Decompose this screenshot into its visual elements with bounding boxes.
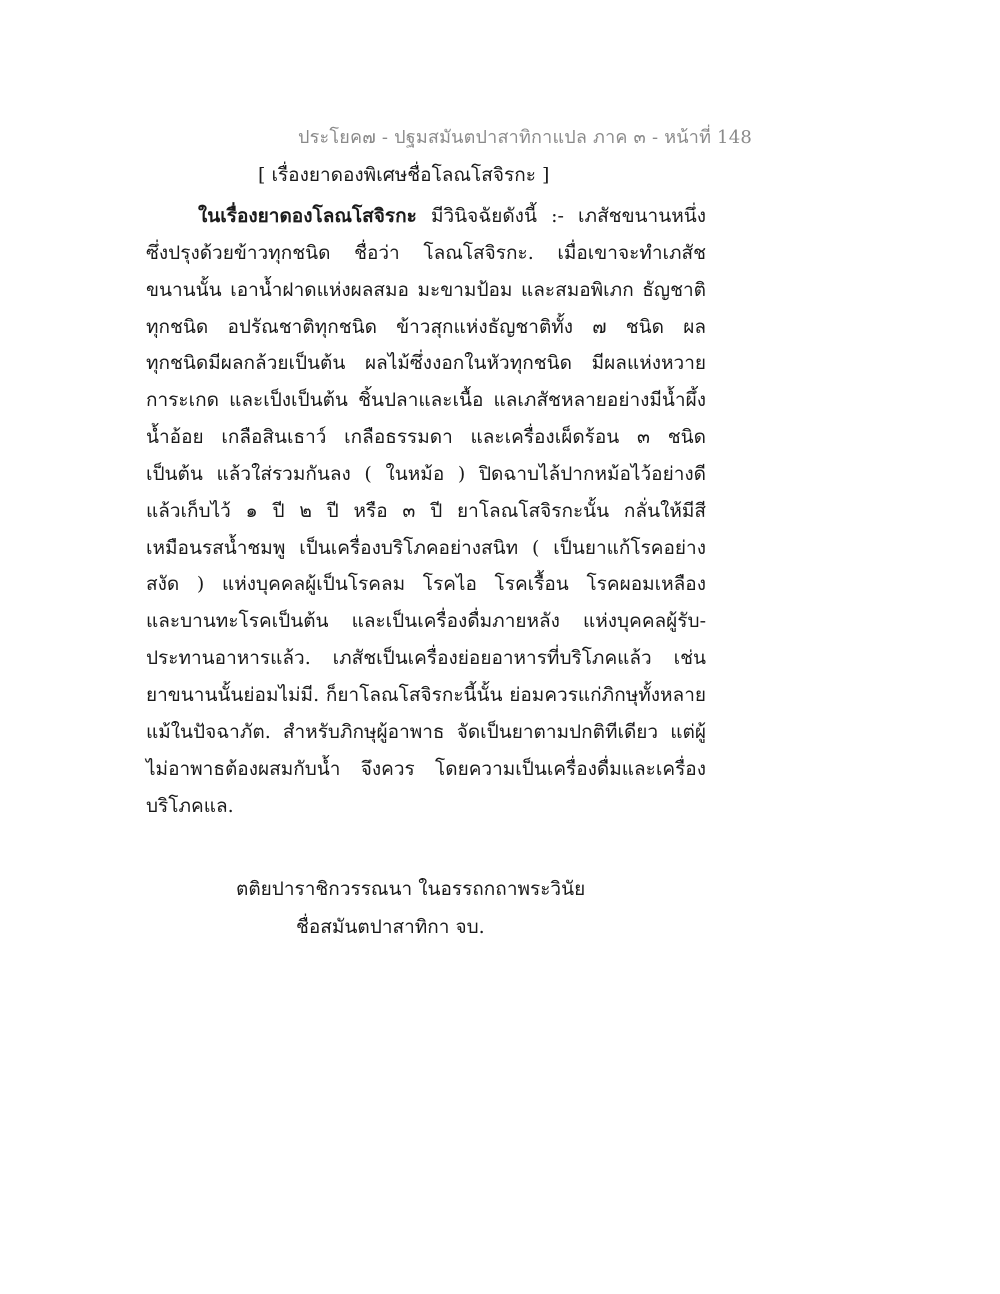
paragraph-line: บริโภคแล. — [146, 794, 234, 817]
paragraph-line: สงัด ) แห่งบุคคลผู้เป็นโรคลม โรคไอ โรคเรื้อน โรคผอมเหลือง — [146, 573, 706, 596]
paragraph-line: และบานทะโรคเป็นต้น และเป็นเครื่องดื่มภายหลัง แห่งบุคคลผู้รับ- — [146, 610, 706, 633]
paragraph-lead-bold: ในเรื่องยาดองโลณโสจิรกะ — [198, 205, 417, 227]
paragraph-line: เหมือนรสน้ำชมพู เป็นเครื่องบริโภคอย่างสนิท ( เป็นยาแก้โรคอย่าง — [146, 536, 706, 559]
paragraph-line: ประทานอาหารแล้ว. เภสัชเป็นเครื่องย่อยอาหารที่บริโภคแล้ว เช่น — [146, 647, 706, 670]
colophon-line-1: ตติยปาราชิกวรรณนา ในอรรถกถาพระวินัย — [236, 878, 586, 900]
paragraph-line: การะเกด และเป็งเป็นต้น ชิ้นปลาและเนื้อ แลเภสัชหลายอย่างมีน้ำผึ้ง — [146, 389, 706, 412]
paragraph-line: ทุกชนิดมีผลกล้วยเป็นต้น ผลไม้ซึ่งงอกในหัวทุกชนิด มีผลแห่งหวาย — [146, 352, 706, 375]
paragraph-line: ไม่อาพาธต้องผสมกับน้ำ จึงควร โดยความเป็นเครื่องดื่มและเครื่อง — [146, 757, 706, 780]
colophon-line-2: ชื่อสมันตปาสาทิกา จบ. — [296, 916, 485, 938]
paragraph-line: ขนานนั้น เอาน้ำฝาดแห่งผลสมอ มะขามป้อม และสมอพิเภก ธัญชาติ — [146, 278, 706, 301]
body-paragraph — [146, 198, 706, 824]
paragraph-line: ทุกชนิด อปรัณชาติทุกชนิด ข้าวสุกแห่งธัญชาติทั้ง ๗ ชนิด ผล — [146, 315, 706, 338]
paragraph-line: เป็นต้น แล้วใส่รวมกันลง ( ในหม้อ ) ปิดฉาบไล้ปากหม้อไว้อย่างดี — [146, 462, 706, 485]
paragraph-line-text: มีวินิจฉัยดังนี้ :- เภสัชขนานหนึ่ง — [416, 205, 706, 227]
paragraph-line: แม้ในปัจฉาภัต. สำหรับภิกษุผู้อาพาธ จัดเป็นยาตามปกติทีเดียว แต่ผู้ — [146, 720, 706, 743]
paragraph-line: ซึ่งปรุงด้วยข้าวทุกชนิด ชื่อว่า โลณโสจิรกะ. เมื่อเขาจะทำเภสัช — [146, 241, 706, 264]
paragraph-line: น้ำอ้อย เกลือสินเธาว์ เกลือธรรมดา และเครื่องเผ็ดร้อน ๓ ชนิด — [146, 426, 706, 449]
running-header: ประโยค๗ - ปฐมสมันตปาสาทิกาแปล ภาค ๓ - หน้าที่ 148 — [298, 127, 753, 148]
section-title: [ เรื่องยาดองพิเศษชื่อโลณโสจิรกะ ] — [258, 164, 550, 186]
paragraph-line: แล้วเก็บไว้ ๑ ปี ๒ ปี หรือ ๓ ปี ยาโลณโสจิรกะนั้น กลั่นให้มีสี — [146, 499, 706, 522]
paragraph-line — [146, 198, 706, 235]
paragraph-line: ยาขนานนั้นย่อมไม่มี. ก็ยาโลณโสจิรกะนี้นั้น ย่อมควรแก่ภิกษุทั้งหลาย — [146, 683, 706, 706]
